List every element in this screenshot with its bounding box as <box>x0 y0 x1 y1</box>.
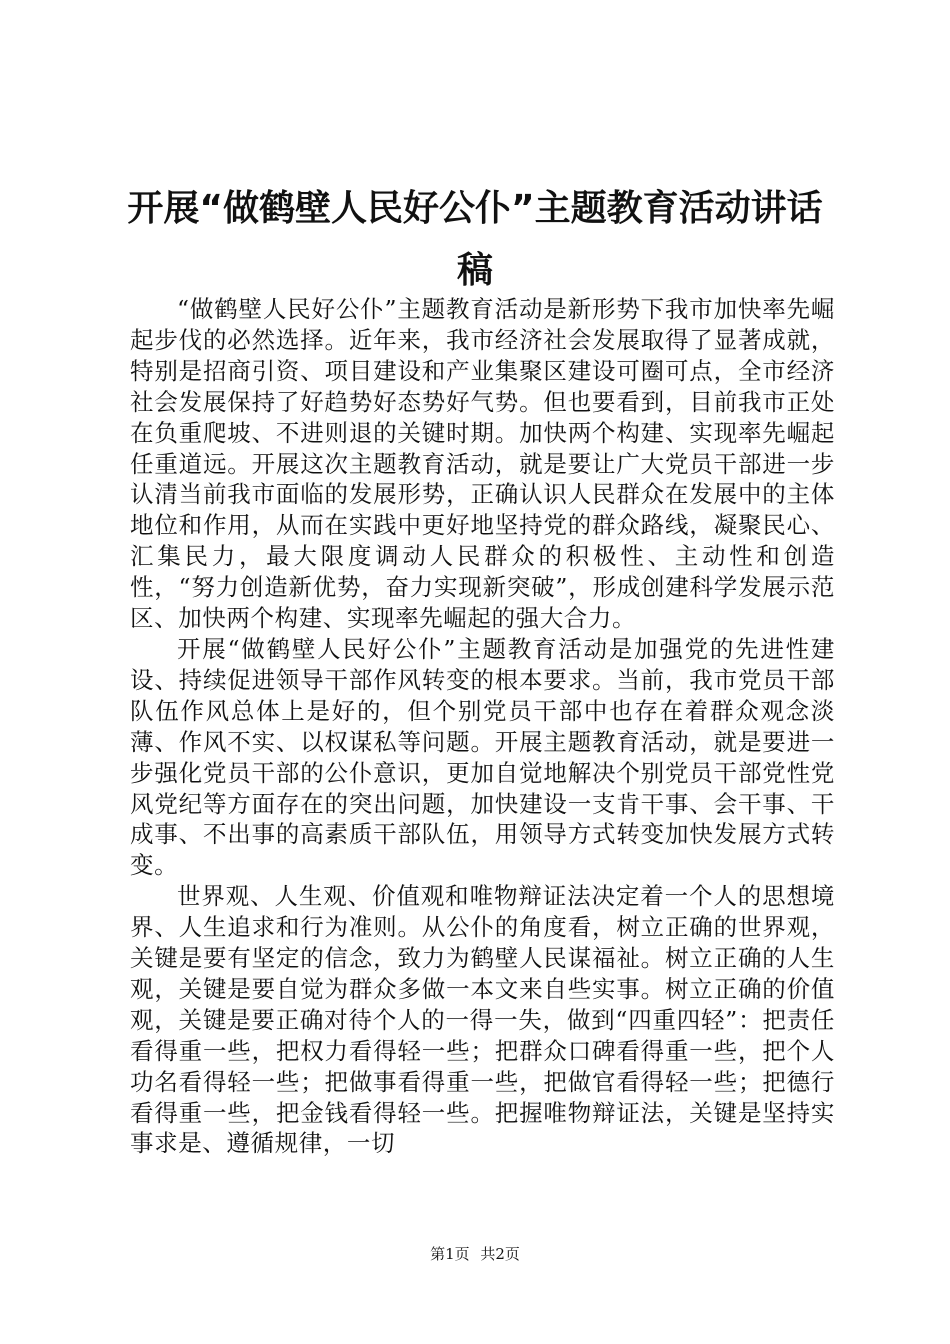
page-footer <box>0 1244 950 1264</box>
paragraph-2: 开展“做鹤壁人民好公仆”主题教育活动是加强党的先进性建设、持续促进领导干部作风转变的根本要求。当前，我市党员干部队伍作风总体上是好的，但个别党员干部中也存在着群众观念淡薄、作风不实、以权谋私等问题。开展主题教育活动，就是要进一步强化党员干部的公仆意识，更加自觉地解决个别党员干部党性党风党纪等方面存在的突出问题，加快建设一支肯干事、会干事、干成事、不出事的高素质干部队伍，用领导方式转变加快发展方式转变。 <box>130 634 835 880</box>
paragraph-1: “做鹤壁人民好公仆”主题教育活动是新形势下我市加快率先崛起步伐的必然选择。近年来，我市经济社会发展取得了显著成就，特别是招商引资、项目建设和产业集聚区建设可圈可点，全市经济社会发展保持了好趋势好态势好气势。但也要看到，目前我市正处在负重爬坡、不进则退的关键时期。加快两个构建、实现率先崛起任重道远。开展这次主题教育活动，就是要让广大党员干部进一步认清当前我市面临的发展形势，正确认识人民群众在发展中的主体地位和作用，从而在实践中更好地坚持党的群众路线，凝聚民心、汇集民力，最大限度调动人民群众的积极性、主动性和创造性，“努力创造新优势，奋力实现新突破”，形成创建科学发展示范区、加快两个构建、实现率先崛起的强大合力。 <box>130 295 835 633</box>
paragraph-3: 世界观、人生观、价值观和唯物辩证法决定着一个人的思想境界、人生追求和行为准则。从公仆的角度看，树立正确的世界观，关键是要有坚定的信念，致力为鹤壁人民谋福祉。树立正确的人生观，关键是要自觉为群众多做一本文来自些实事。树立正确的价值观，关键是要正确对待个人的一得一失，做到“四重四轻”：把责任看得重一些，把权力看得轻一些；把群众口碑看得重一些，把个人功名看得轻一些；把做事看得重一些，把做官看得轻一些；把德行看得重一些，把金钱看得轻一些。把握唯物辩证法，关键是坚持实事求是、遵循规律，一切 <box>130 882 835 1158</box>
document-title: 开展“做鹤壁人民好公仆”主题教育活动讲话稿 <box>127 188 823 291</box>
page-number: 第1页 <box>430 1245 470 1263</box>
page-total: 共2页 <box>480 1245 520 1263</box>
document-body <box>130 294 835 1159</box>
